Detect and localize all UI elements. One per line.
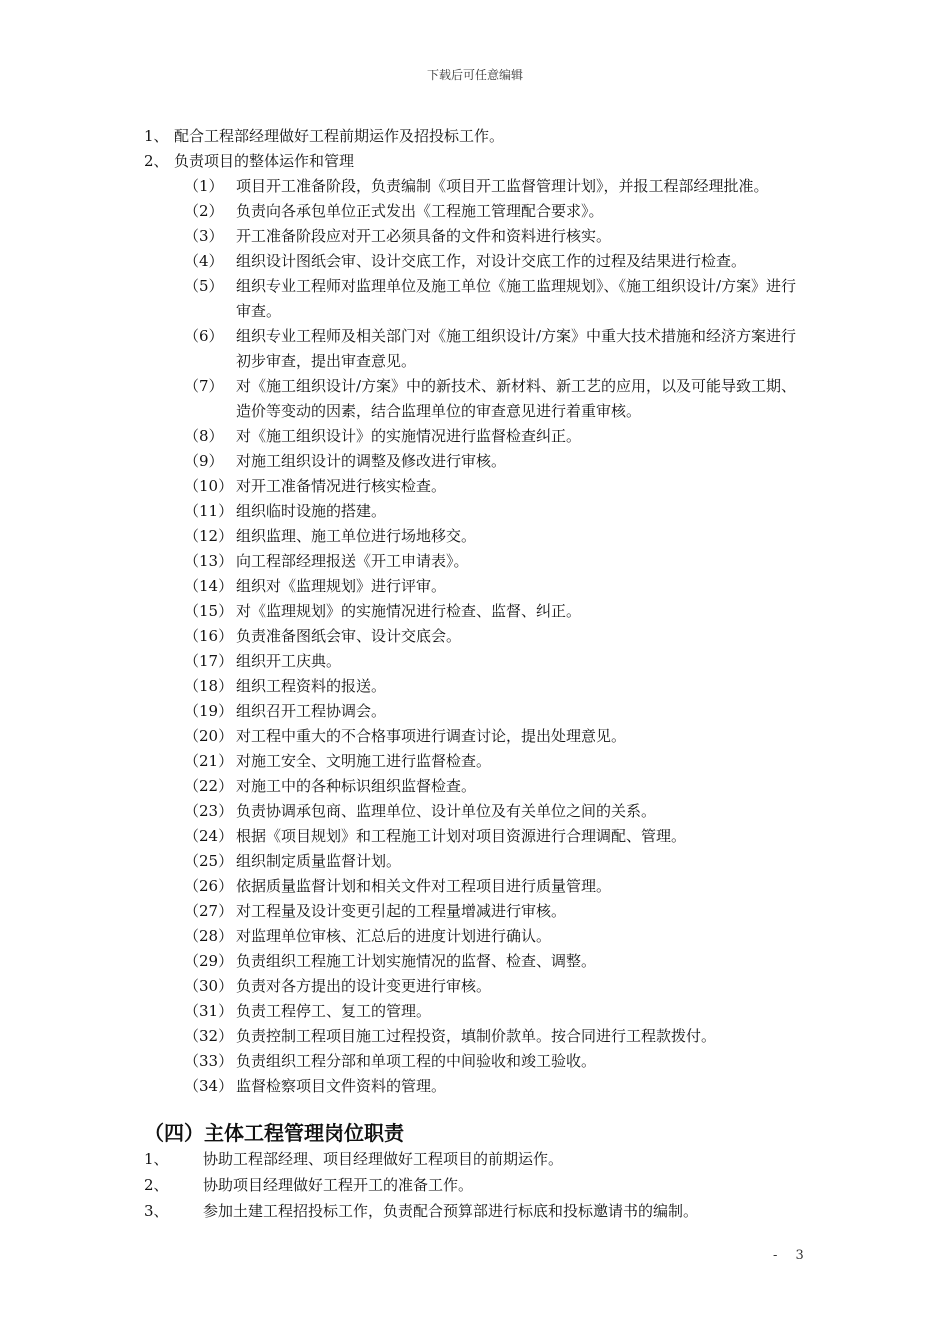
item-number: （5） <box>184 277 224 295</box>
item-text: 协助项目经理做好工程开工的准备工作。 <box>203 1176 474 1194</box>
item-text: 负责向各承包单位正式发出《工程施工管理配合要求》。 <box>236 202 604 220</box>
item-text: 项目开工准备阶段，负责编制《项目开工监督管理计划》，并报工程部经理批准。 <box>236 177 769 195</box>
section-list <box>0 1146 950 1224</box>
item-text: 对《施工组织设计》的实施情况进行监督检查纠正。 <box>236 427 582 445</box>
item-text: 组织临时设施的搭建。 <box>236 502 387 520</box>
item-number: （23） <box>184 802 234 820</box>
item-text: 组织专业工程师对监理单位及施工单位《施工监理规划》、《施工组织设计/方案》进行审查。 <box>236 277 797 320</box>
sub-list-item <box>0 424 950 449</box>
item-text: 负责对各方提出的设计变更进行审核。 <box>236 977 492 995</box>
sub-list-item <box>0 949 950 974</box>
item-text: 负责组织工程施工计划实施情况的监督、检查、调整。 <box>236 952 597 970</box>
item-number: （25） <box>184 852 234 870</box>
item-text: 开工准备阶段应对开工必须具备的文件和资料进行核实。 <box>236 227 612 245</box>
item-text: 对监理单位审核、汇总后的进度计划进行确认。 <box>236 927 552 945</box>
item-text: 监督检察项目文件资料的管理。 <box>236 1077 447 1095</box>
item-number: （24） <box>184 827 234 845</box>
list-item <box>0 1198 950 1224</box>
sub-list-item <box>0 774 950 799</box>
footer-dash: - <box>773 1248 778 1263</box>
item-text: 对工程中重大的不合格事项进行调查讨论，提出处理意见。 <box>236 727 627 745</box>
item-number: （4） <box>184 252 224 270</box>
item-number: （6） <box>184 327 224 345</box>
item-number: （11） <box>184 502 234 520</box>
item-text: 对开工准备情况进行核实检查。 <box>236 477 447 495</box>
item-number: （30） <box>184 977 234 995</box>
item-number: （3） <box>184 227 224 245</box>
list-item <box>0 1172 950 1198</box>
sub-list-item <box>0 799 950 824</box>
sub-list-item <box>0 899 950 924</box>
item-number: （33） <box>184 1052 234 1070</box>
sub-list-item <box>0 499 950 524</box>
item-text: 根据《项目规划》和工程施工计划对项目资源进行合理调配、管理。 <box>236 827 687 845</box>
item-number: （22） <box>184 777 234 795</box>
item-number: （2） <box>184 202 224 220</box>
item-number: （15） <box>184 602 234 620</box>
sub-list-item <box>0 474 950 499</box>
duties-list <box>0 124 950 1099</box>
sub-list-item <box>0 624 950 649</box>
sub-list-item <box>0 199 950 224</box>
sub-list-item <box>0 1074 950 1099</box>
item-number: 1、 <box>144 127 169 145</box>
item-number: 1、 <box>144 1150 169 1168</box>
item-number: （12） <box>184 527 234 545</box>
sub-list-item <box>0 324 950 374</box>
item-text: 向工程部经理报送《开工申请表》。 <box>236 552 469 570</box>
item-number: （31） <box>184 1002 234 1020</box>
item-text: 对施工安全、文明施工进行监督检查。 <box>236 752 492 770</box>
item-number: （19） <box>184 702 234 720</box>
item-number: （16） <box>184 627 234 645</box>
sub-list-item <box>0 274 950 324</box>
sub-list-item <box>0 524 950 549</box>
item-text: 组织召开工程协调会。 <box>236 702 387 720</box>
item-text: 组织制定质量监督计划。 <box>236 852 402 870</box>
item-text: 负责协调承包商、监理单位、设计单位及有关单位之间的关系。 <box>236 802 657 820</box>
list-item <box>0 124 950 149</box>
sub-list-item <box>0 849 950 874</box>
sub-list-item <box>0 724 950 749</box>
sub-list-item <box>0 874 950 899</box>
item-text: 参加土建工程招投标工作，负责配合预算部进行标底和投标邀请书的编制。 <box>203 1202 699 1220</box>
item-text: 依据质量监督计划和相关文件对工程项目进行质量管理。 <box>236 877 612 895</box>
item-number: （32） <box>184 1027 234 1045</box>
item-number: 2、 <box>144 1176 169 1194</box>
item-text: 配合工程部经理做好工程前期运作及招投标工作。 <box>174 127 505 145</box>
item-text: 组织监理、施工单位进行场地移交。 <box>236 527 477 545</box>
page-header: 下载后可任意编辑 <box>426 68 523 82</box>
item-text: 组织工程资料的报送。 <box>236 677 387 695</box>
item-number: （13） <box>184 552 234 570</box>
sub-list-item <box>0 749 950 774</box>
item-number: 3、 <box>144 1202 169 1220</box>
item-number: （26） <box>184 877 234 895</box>
sub-list-item <box>0 824 950 849</box>
sub-list-item <box>0 974 950 999</box>
item-text: 负责项目的整体运作和管理 <box>174 152 355 170</box>
item-text: 负责组织工程分部和单项工程的中间验收和竣工验收。 <box>236 1052 597 1070</box>
item-number: （1） <box>184 177 224 195</box>
sub-list-item <box>0 599 950 624</box>
item-text: 对施工中的各种标识组织监督检查。 <box>236 777 477 795</box>
sub-list-item <box>0 674 950 699</box>
item-number: （18） <box>184 677 234 695</box>
list-item <box>0 149 950 174</box>
sub-list-item <box>0 574 950 599</box>
item-text: 组织设计图纸会审、设计交底工作，对设计交底工作的过程及结果进行检查。 <box>236 252 747 270</box>
item-number: （28） <box>184 927 234 945</box>
sub-list-item <box>0 224 950 249</box>
item-number: （14） <box>184 577 234 595</box>
page-number: 3 <box>795 1248 804 1263</box>
item-text: 组织对《监理规划》进行评审。 <box>236 577 447 595</box>
sub-list-item <box>0 249 950 274</box>
list-item <box>0 1146 950 1172</box>
item-number: （29） <box>184 952 234 970</box>
item-text: 组织开工庆典。 <box>236 652 342 670</box>
sub-list-item <box>0 549 950 574</box>
item-number: （34） <box>184 1077 234 1095</box>
item-text: 组织专业工程师及相关部门对《施工组织设计/方案》中重大技术措施和经济方案进行初步审查，提出审查意见。 <box>236 327 797 370</box>
item-text: 协助工程部经理、项目经理做好工程项目的前期运作。 <box>203 1150 564 1168</box>
sub-duties-list <box>0 174 950 1099</box>
item-number: （17） <box>184 652 234 670</box>
item-number: （20） <box>184 727 234 745</box>
item-number: （27） <box>184 902 234 920</box>
page-footer <box>773 1248 804 1263</box>
item-number: （7） <box>184 377 224 395</box>
item-text: 对施工组织设计的调整及修改进行审核。 <box>236 452 507 470</box>
sub-list-item <box>0 1024 950 1049</box>
item-number: （8） <box>184 427 224 445</box>
item-text: 对《监理规划》的实施情况进行检查、监督、纠正。 <box>236 602 582 620</box>
sub-list-item <box>0 649 950 674</box>
item-text: 负责准备图纸会审、设计交底会。 <box>236 627 462 645</box>
item-text: 负责工程停工、复工的管理。 <box>236 1002 432 1020</box>
item-number: （9） <box>184 452 224 470</box>
sub-list-item <box>0 999 950 1024</box>
sub-list-item <box>0 174 950 199</box>
sub-list-item <box>0 924 950 949</box>
item-text: 负责控制工程项目施工过程投资，填制价款单。按合同进行工程款拨付。 <box>236 1027 717 1045</box>
sub-list-item <box>0 449 950 474</box>
sub-list-item <box>0 374 950 424</box>
item-number: 2、 <box>144 152 169 170</box>
item-number: （21） <box>184 752 234 770</box>
sub-list-item <box>0 699 950 724</box>
item-text: 对工程量及设计变更引起的工程量增减进行审核。 <box>236 902 567 920</box>
item-text: 对《施工组织设计/方案》中的新技术、新材料、新工艺的应用，以及可能导致工期、造价等变动的因素，结合监理单位的审查意见进行着重审核。 <box>236 377 797 420</box>
sub-list-item <box>0 1049 950 1074</box>
item-number: （10） <box>184 477 234 495</box>
section-title: （四）主体工程管理岗位职责 <box>144 1121 404 1145</box>
